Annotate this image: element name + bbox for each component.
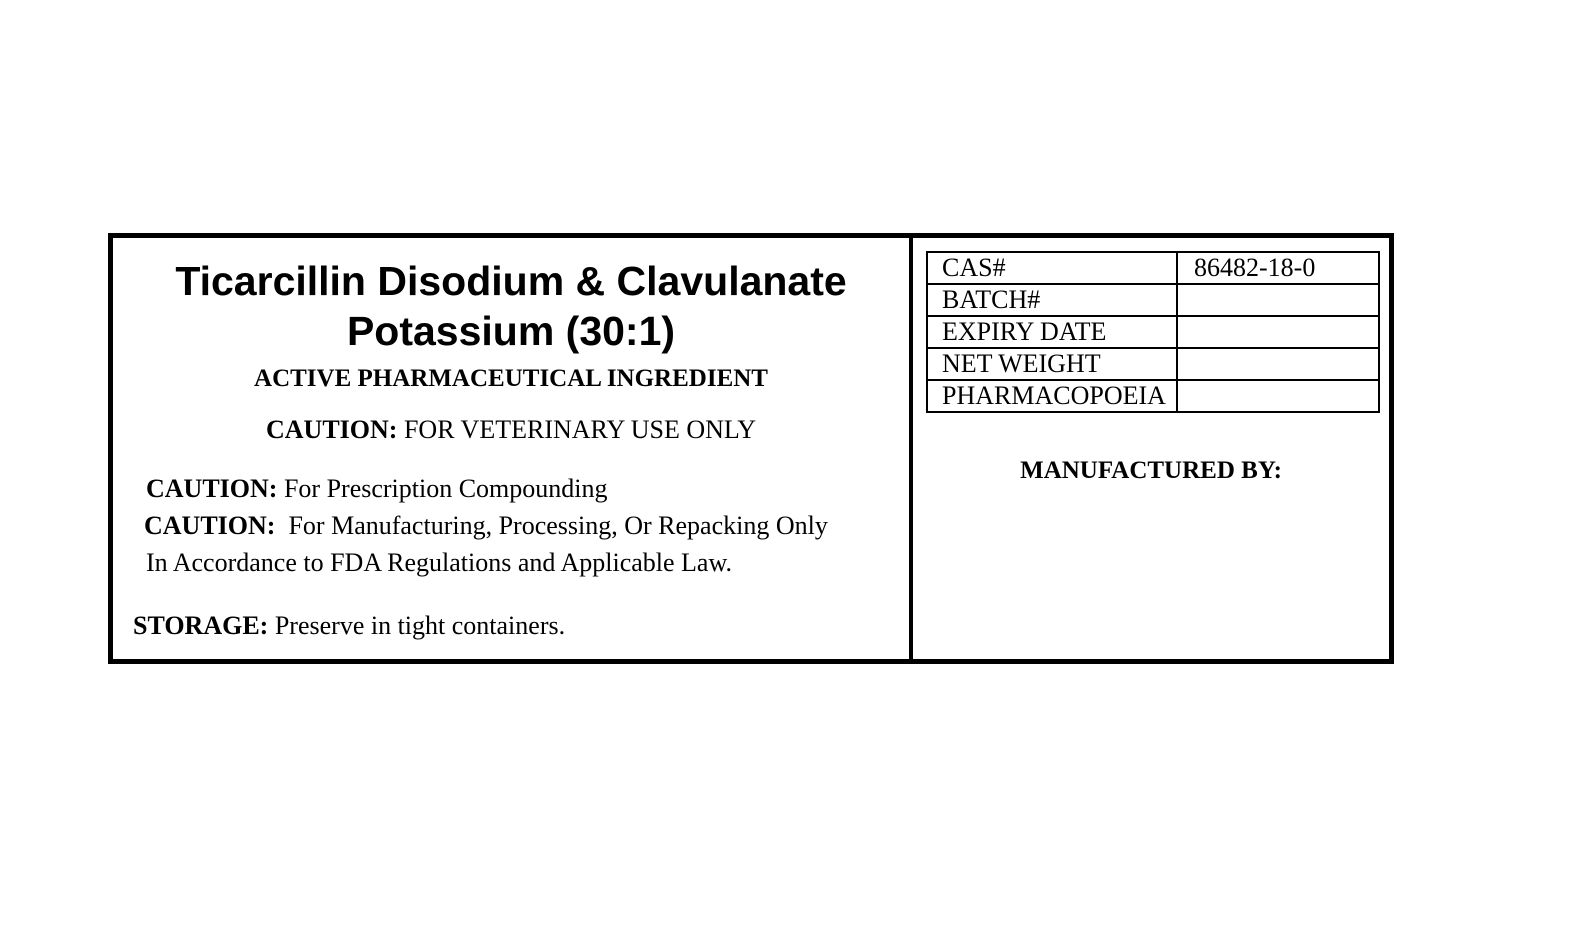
product-subtitle: ACTIVE PHARMACEUTICAL INGREDIENT xyxy=(254,365,768,392)
caution-prefix: CAUTION: xyxy=(266,415,398,444)
batch-label: BATCH# xyxy=(927,284,1177,316)
expiry-date-value xyxy=(1177,316,1379,348)
storage-text: Preserve in tight containers. xyxy=(268,611,566,640)
caution-prefix: CAUTION: xyxy=(144,511,276,540)
prescription-caution xyxy=(146,472,608,506)
title-line-2: Potassium (30:1) xyxy=(346,308,676,354)
expiry-date-label: EXPIRY DATE xyxy=(927,316,1177,348)
product-title xyxy=(113,256,909,356)
manufacturing-caution xyxy=(144,509,828,543)
cas-label: CAS# xyxy=(927,252,1177,284)
manufacturing-caution-line-2: In Accordance to FDA Regulations and Applicable Law. xyxy=(146,548,733,577)
net-weight-label: NET WEIGHT xyxy=(927,348,1177,380)
veterinary-caution xyxy=(113,413,909,447)
cas-value: 86482-18-0 xyxy=(1177,252,1379,284)
table-row xyxy=(927,316,1379,348)
caution-text: For Manufacturing, Processing, Or Repacking Only xyxy=(275,511,828,540)
table-row xyxy=(927,284,1379,316)
batch-value xyxy=(1177,284,1379,316)
table-row xyxy=(927,252,1379,284)
title-line-1: Ticarcillin Disodium & Clavulanate xyxy=(175,258,847,304)
manufactured-by-heading: MANUFACTURED BY: xyxy=(1020,457,1282,484)
table-row xyxy=(927,348,1379,380)
table-row xyxy=(927,380,1379,412)
product-label xyxy=(108,233,1394,664)
caution-text: For Prescription Compounding xyxy=(277,474,608,503)
pharmacopoeia-value xyxy=(1177,380,1379,412)
caution-text: FOR VETERINARY USE ONLY xyxy=(397,415,756,444)
net-weight-value xyxy=(1177,348,1379,380)
product-info-table xyxy=(926,251,1380,413)
storage-prefix: STORAGE: xyxy=(133,611,269,640)
label-left-panel xyxy=(113,238,909,659)
storage-instructions xyxy=(133,609,565,643)
panel-divider xyxy=(909,238,913,659)
caution-prefix: CAUTION: xyxy=(146,474,278,503)
pharmacopoeia-label: PHARMACOPOEIA xyxy=(927,380,1177,412)
